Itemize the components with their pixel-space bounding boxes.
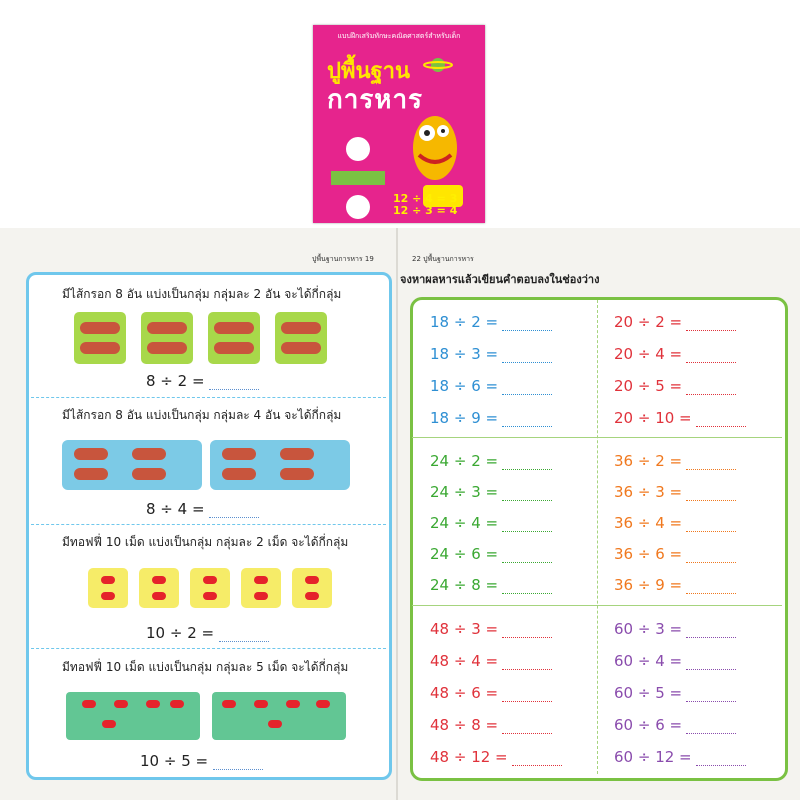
exercise-row	[614, 409, 746, 427]
answer-blank[interactable]	[696, 753, 746, 766]
equation-text: 60 ÷ 6 =	[614, 716, 683, 734]
sausage-icon	[280, 468, 314, 480]
answer-blank[interactable]	[502, 519, 552, 532]
sausage-group-2	[210, 440, 350, 490]
answer-blank[interactable]	[502, 581, 552, 594]
problem-2-equation	[146, 500, 259, 518]
equation-text: 8 ÷ 2 =	[146, 372, 205, 390]
sausage-icon	[208, 312, 260, 364]
exercise-row	[430, 620, 552, 638]
answer-blank[interactable]	[213, 757, 263, 770]
candy-icon	[241, 568, 281, 608]
sausage-icon	[222, 468, 256, 480]
exercise-row	[614, 576, 736, 594]
equation-text: 20 ÷ 2 =	[614, 313, 683, 331]
sausage-icon	[74, 448, 108, 460]
equation-text: 36 ÷ 9 =	[614, 576, 683, 594]
problem-4-prompt: มีทอฟฟี่ 10 เม็ด แบ่งเป็นกลุ่ม กลุ่มละ 5 เม็ด จะได้กี่กลุ่ม	[62, 660, 349, 674]
answer-blank[interactable]	[502, 318, 552, 331]
exercise-row	[430, 576, 552, 594]
exercise-row	[614, 452, 736, 470]
answer-blank[interactable]	[686, 488, 736, 501]
equation-text: 18 ÷ 2 =	[430, 313, 499, 331]
candy-icon	[139, 568, 179, 608]
answer-blank[interactable]	[502, 457, 552, 470]
answer-blank[interactable]	[686, 350, 736, 363]
exercise-row	[430, 514, 552, 532]
answer-blank[interactable]	[686, 382, 736, 395]
exercise-row	[614, 545, 736, 563]
right-page-instruction: จงหาผลหารแล้วเขียนคำตอบลงในช่องว่าง	[400, 273, 600, 286]
problem-4-equation	[140, 752, 263, 770]
book-cover	[313, 25, 485, 223]
equation-text: 24 ÷ 6 =	[430, 545, 499, 563]
equation-text: 48 ÷ 6 =	[430, 684, 499, 702]
answer-blank[interactable]	[686, 689, 736, 702]
monster-icon	[405, 103, 465, 183]
equation-text: 24 ÷ 2 =	[430, 452, 499, 470]
exercise-row	[430, 652, 552, 670]
answer-blank[interactable]	[502, 382, 552, 395]
answer-blank[interactable]	[686, 581, 736, 594]
sausage-group-1	[62, 440, 202, 490]
problem-1-prompt: มีไส้กรอก 8 อัน แบ่งเป็นกลุ่ม กลุ่มละ 2 อัน จะได้กี่กลุ่ม	[62, 287, 342, 301]
exercise-row	[430, 716, 552, 734]
exercise-row	[430, 409, 552, 427]
equation-text: 60 ÷ 3 =	[614, 620, 683, 638]
equation-text: 36 ÷ 4 =	[614, 514, 683, 532]
answer-blank[interactable]	[502, 657, 552, 670]
cover-subtitle: แบบฝึกเสริมทักษะคณิตศาสตร์สำหรับเด็ก	[337, 32, 461, 40]
answer-blank[interactable]	[686, 457, 736, 470]
candy-icon	[292, 568, 332, 608]
page-gutter	[396, 228, 398, 800]
answer-blank[interactable]	[686, 519, 736, 532]
answer-blank[interactable]	[502, 625, 552, 638]
exercise-row	[430, 684, 552, 702]
exercise-row	[614, 514, 736, 532]
problem-2-prompt: มีไส้กรอก 8 อัน แบ่งเป็นกลุ่ม กลุ่มละ 4 อัน จะได้กี่กลุ่ม	[62, 408, 342, 422]
equation-text: 36 ÷ 3 =	[614, 483, 683, 501]
problem-3-prompt: มีทอฟฟี่ 10 เม็ด แบ่งเป็นกลุ่ม กลุ่มละ 2 เม็ด จะได้กี่กลุ่ม	[62, 535, 349, 549]
sausage-icon	[141, 312, 193, 364]
equation-text: 24 ÷ 3 =	[430, 483, 499, 501]
exercise-row	[614, 377, 736, 395]
equation-text: 10 ÷ 5 =	[140, 752, 209, 770]
exercise-row	[430, 483, 552, 501]
equation-text: 24 ÷ 4 =	[430, 514, 499, 532]
left-page-header: ปูพื้นฐานการหาร 19	[312, 255, 374, 263]
planet-icon	[423, 55, 453, 75]
section-divider	[412, 605, 782, 606]
sausage-icon	[132, 448, 166, 460]
equation-text: 36 ÷ 2 =	[614, 452, 683, 470]
equation-text: 60 ÷ 12 =	[614, 748, 692, 766]
equation-text: 36 ÷ 6 =	[614, 545, 683, 563]
cover-equations	[393, 193, 457, 217]
equation-text: 20 ÷ 5 =	[614, 377, 683, 395]
answer-blank[interactable]	[686, 550, 736, 563]
sausage-icon	[222, 448, 256, 460]
division-sign-icon	[329, 133, 387, 223]
exercise-row	[614, 483, 736, 501]
section-divider	[412, 437, 782, 438]
divider	[26, 397, 386, 398]
cover-equation-1: 12 ÷ 4 = 3	[393, 192, 458, 205]
cover-title-line2: การหาร	[327, 85, 424, 115]
answer-blank[interactable]	[502, 550, 552, 563]
exercise-row	[614, 652, 736, 670]
candy-group-2	[212, 692, 346, 740]
sausage-icon	[74, 312, 126, 364]
equation-text: 20 ÷ 4 =	[614, 345, 683, 363]
sausage-icon	[280, 448, 314, 460]
right-worksheet-frame	[410, 297, 788, 781]
equation-text: 24 ÷ 8 =	[430, 576, 499, 594]
divider	[26, 648, 386, 649]
problem-1-equation	[146, 372, 259, 390]
answer-blank[interactable]	[219, 629, 269, 642]
equation-text: 18 ÷ 6 =	[430, 377, 499, 395]
equation-text: 60 ÷ 4 =	[614, 652, 683, 670]
exercise-row	[430, 748, 562, 766]
equation-text: 18 ÷ 3 =	[430, 345, 499, 363]
candy-icon	[88, 568, 128, 608]
equation-text: 48 ÷ 4 =	[430, 652, 499, 670]
equation-text: 48 ÷ 12 =	[430, 748, 508, 766]
equation-text: 8 ÷ 4 =	[146, 500, 205, 518]
candy-icon	[190, 568, 230, 608]
answer-blank[interactable]	[512, 753, 562, 766]
equation-text: 48 ÷ 3 =	[430, 620, 499, 638]
answer-blank[interactable]	[209, 377, 259, 390]
answer-blank[interactable]	[696, 414, 746, 427]
exercise-row	[614, 345, 736, 363]
exercise-row	[614, 684, 736, 702]
exercise-row	[430, 377, 552, 395]
sausage-icon	[74, 468, 108, 480]
candy-group-1	[66, 692, 200, 740]
problem-3-equation	[146, 624, 269, 642]
exercise-row	[614, 313, 736, 331]
equation-text: 10 ÷ 2 =	[146, 624, 215, 642]
answer-blank[interactable]	[502, 350, 552, 363]
exercise-row	[430, 313, 552, 331]
answer-blank[interactable]	[686, 721, 736, 734]
exercise-row	[614, 716, 736, 734]
equation-text: 18 ÷ 9 =	[430, 409, 499, 427]
exercise-row	[614, 748, 746, 766]
equation-text: 20 ÷ 10 =	[614, 409, 692, 427]
column-divider	[597, 300, 598, 774]
sausage-icon	[275, 312, 327, 364]
exercise-row	[430, 452, 552, 470]
answer-blank[interactable]	[209, 505, 259, 518]
answer-blank[interactable]	[502, 488, 552, 501]
cover-title-line1: ปูพื้นฐาน	[327, 59, 411, 84]
exercise-row	[614, 620, 736, 638]
answer-blank[interactable]	[502, 689, 552, 702]
answer-blank[interactable]	[686, 318, 736, 331]
sausage-icon	[132, 468, 166, 480]
exercise-row	[430, 545, 552, 563]
answer-blank[interactable]	[686, 657, 736, 670]
exercise-row	[430, 345, 552, 363]
cover-equation-2: 12 ÷ 3 = 4	[393, 204, 458, 217]
divider	[26, 524, 386, 525]
answer-blank[interactable]	[502, 414, 552, 427]
equation-text: 60 ÷ 5 =	[614, 684, 683, 702]
equation-text: 48 ÷ 8 =	[430, 716, 499, 734]
answer-blank[interactable]	[686, 625, 736, 638]
right-page-header: 22 ปูพื้นฐานการหาร	[412, 255, 474, 263]
answer-blank[interactable]	[502, 721, 552, 734]
